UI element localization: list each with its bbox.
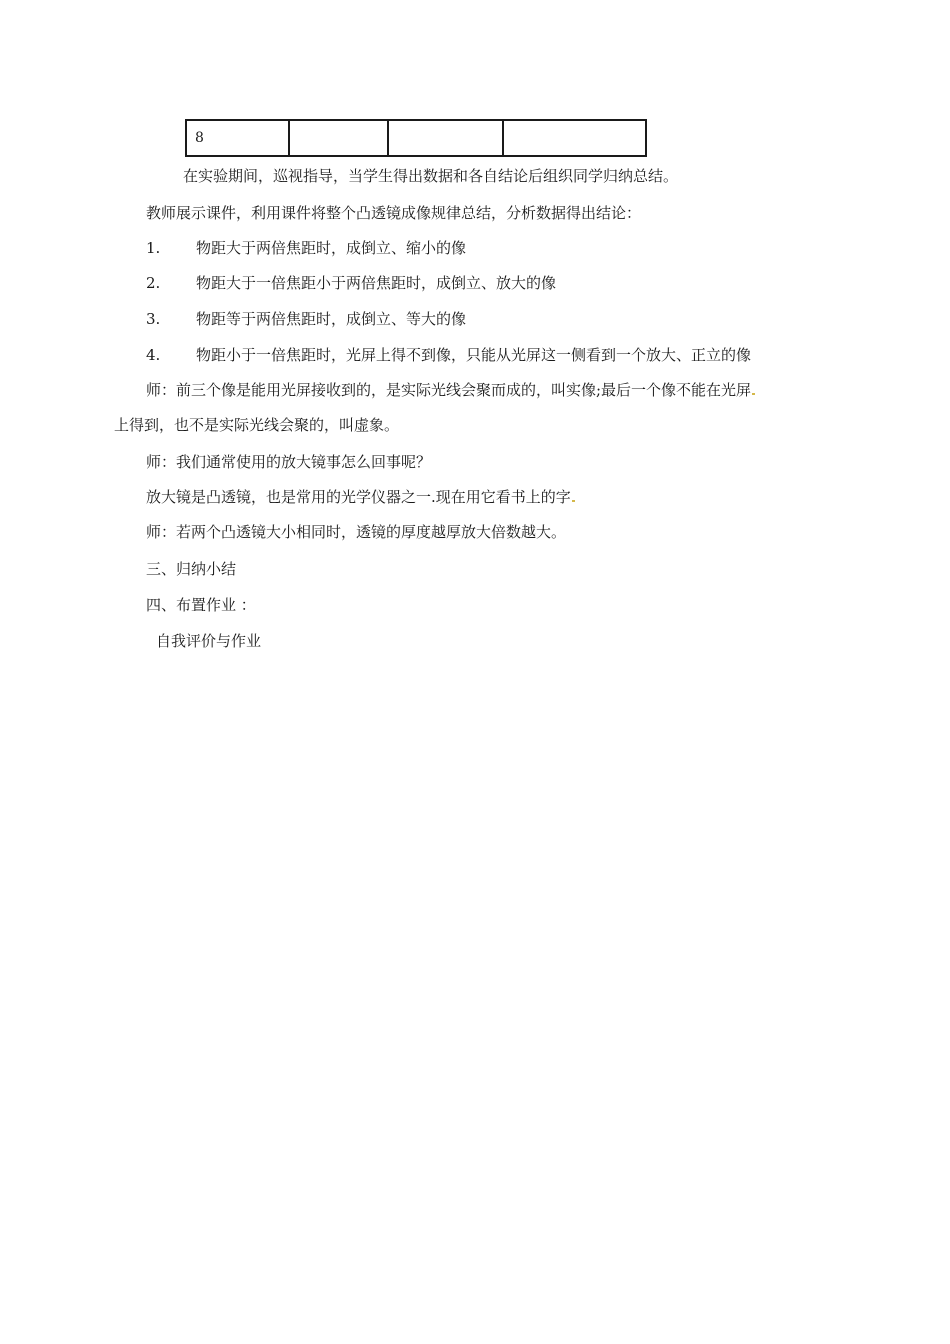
paragraph-courseware: 教师展示课件，利用课件将整个凸透镜成像规律总结，分析数据得出结论： <box>146 204 642 222</box>
table-row <box>186 120 646 156</box>
list-item-text: 物距大于两倍焦距时，成倒立、缩小的像 <box>196 239 467 257</box>
homework-text: 自我评价与作业 <box>156 632 262 650</box>
table-cell: 8 <box>186 120 289 156</box>
list-item <box>146 238 466 258</box>
paragraph-text: 放大镜是凸透镜，也是常用的光学仪器之一.现在用它看书上的字 <box>146 488 571 506</box>
list-item-number: 4. <box>146 346 161 364</box>
paragraph-teacher-question: 师：我们通常使用的放大镜事怎么回事呢？ <box>146 453 432 471</box>
edit-mark-icon <box>752 393 755 395</box>
edit-mark-icon <box>572 500 575 502</box>
list-item-number: 1. <box>146 239 161 257</box>
paragraph-experiment: 在实验期间，巡视指导，当学生得出数据和各自结论后组织同学归纳总结。 <box>183 167 679 185</box>
paragraph-magnifier <box>146 487 575 507</box>
list-item-text: 物距大于一倍焦距小于两倍焦距时，成倒立、放大的像 <box>196 274 557 292</box>
table-cell <box>289 120 388 156</box>
list-item-number: 2. <box>146 274 161 292</box>
paragraph-teacher-images-cont: 上得到，也不是实际光线会聚的，叫虚象。 <box>114 416 400 434</box>
list-item <box>146 345 751 365</box>
table-cell <box>388 120 503 156</box>
list-item-number: 3. <box>146 310 161 328</box>
list-item <box>146 273 556 293</box>
paragraph-text: 师：前三个像是能用光屏接收到的，是实际光线会聚而成的，叫实像;最后一个像不能在光屏 <box>146 381 752 399</box>
paragraph-teacher-lens: 师：若两个凸透镜大小相同时，透镜的厚度越厚放大倍数越大。 <box>146 523 567 541</box>
section-heading-summary: 三、归纳小结 <box>146 560 237 578</box>
section-heading-homework: 四、布置作业 ： <box>146 596 256 614</box>
data-table <box>185 119 647 157</box>
list-item-text: 物距等于两倍焦距时，成倒立、等大的像 <box>196 310 467 328</box>
list-item <box>146 309 466 329</box>
list-item-text: 物距小于一倍焦距时，光屏上得不到像，只能从光屏这一侧看到一个放大、正立的像 <box>196 346 752 364</box>
table-cell <box>503 120 646 156</box>
paragraph-teacher-images <box>146 380 755 400</box>
